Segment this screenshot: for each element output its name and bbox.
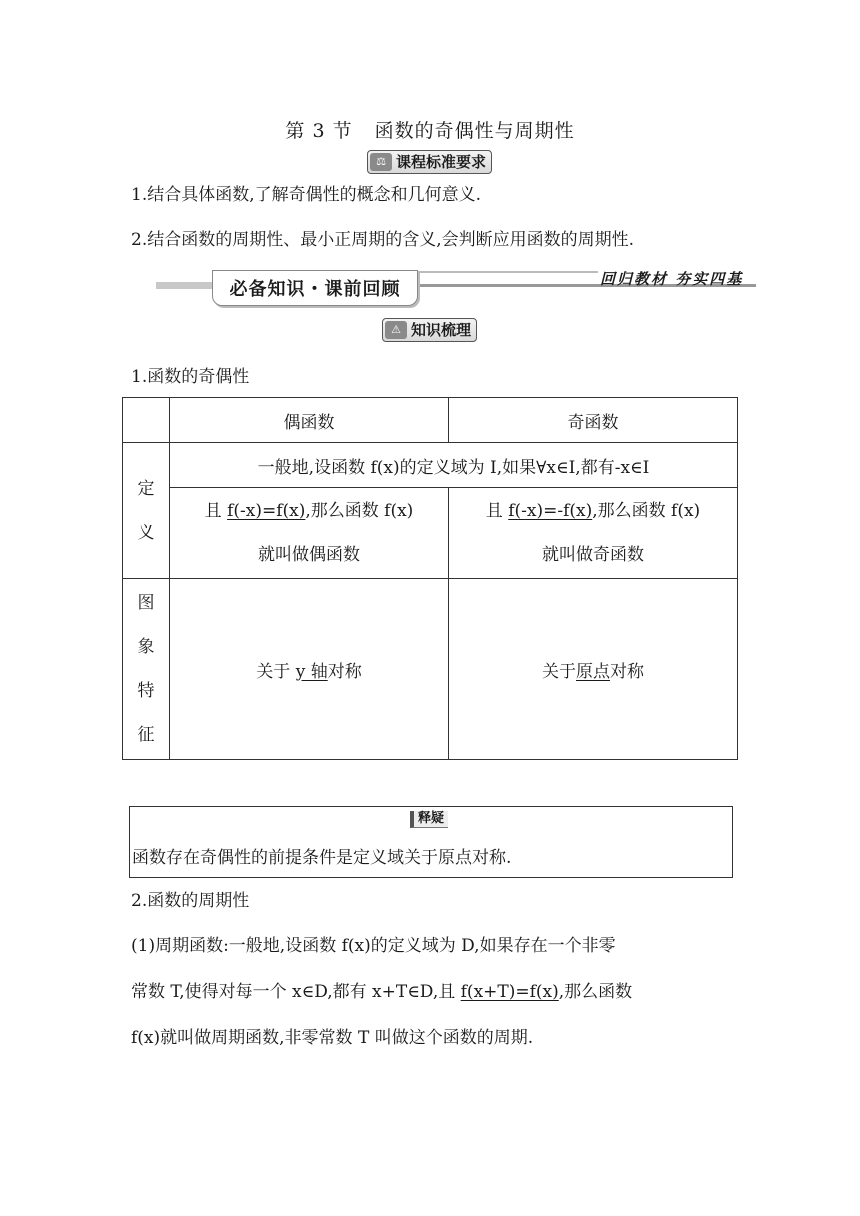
period-def-line3: f(x)就叫做周期函数,非零常数 T 叫做这个函数的周期. [131,1028,534,1048]
header-odd: 奇函数 [449,398,738,443]
requirement-1: 1.结合具体函数,了解奇偶性的概念和几何意义. [131,185,482,205]
graph-even: 关于 y 轴对称 [170,579,449,760]
parity-table [122,397,738,760]
compass-icon: ⚠ [385,321,407,339]
banner-accent [156,282,212,289]
clarification-box [129,806,733,878]
even-condition: f(-x)=f(x) [227,501,306,521]
period-heading: 2.函数的周期性 [131,891,250,911]
scale-icon: ⚖ [370,153,392,171]
definition-odd: 且 f(-x)=-f(x),那么函数 f(x) 就叫做奇函数 [449,488,738,579]
row-label-graph: 图 象 特 征 [123,579,170,760]
definition-even: 且 f(-x)=f(x),那么函数 f(x) 就叫做偶函数 [170,488,449,579]
knowledge-badge: ⚠ 知识梳理 [382,318,477,342]
banner-divider-top [418,271,598,273]
odd-graph-key: 原点 [576,661,610,682]
header-even: 偶函数 [170,398,449,443]
section-title: 函数的奇偶性与周期性 [374,120,575,142]
parity-heading: 1.函数的奇偶性 [131,367,250,387]
banner-slogan: 回归教材 夯实四基 [600,270,744,288]
requirement-2: 2.结合函数的周期性、最小正周期的含义,会判断应用函数的周期性. [131,230,635,250]
standards-badge: ⚖ 课程标准要求 [367,150,492,174]
even-graph-key: y 轴 [295,661,328,682]
section-banner: 必备知识・课前回顾 [212,270,418,306]
graph-odd: 关于原点对称 [449,579,738,760]
definition-common: 一般地,设函数 f(x)的定义域为 I,如果∀x∈I,都有-x∈I [170,443,738,488]
section-number: 第 3 节 [285,120,353,142]
row-label-definition: 定 义 [123,443,170,579]
period-def-line1: (1)周期函数:一般地,设函数 f(x)的定义域为 D,如果存在一个非零 [131,936,616,956]
period-def-line2: 常数 T,使得对每一个 x∈D,都有 x+T∈D,且 f(x+T)=f(x),那么函数 [131,982,633,1002]
table-corner [123,398,170,443]
clarification-label: 释疑 [410,811,448,828]
page-title [0,116,860,143]
odd-condition: f(-x)=-f(x) [508,501,593,521]
clarification-text: 函数存在奇偶性的前提条件是定义域关于原点对称. [132,848,512,868]
period-condition: f(x+T)=f(x) [460,982,559,1002]
